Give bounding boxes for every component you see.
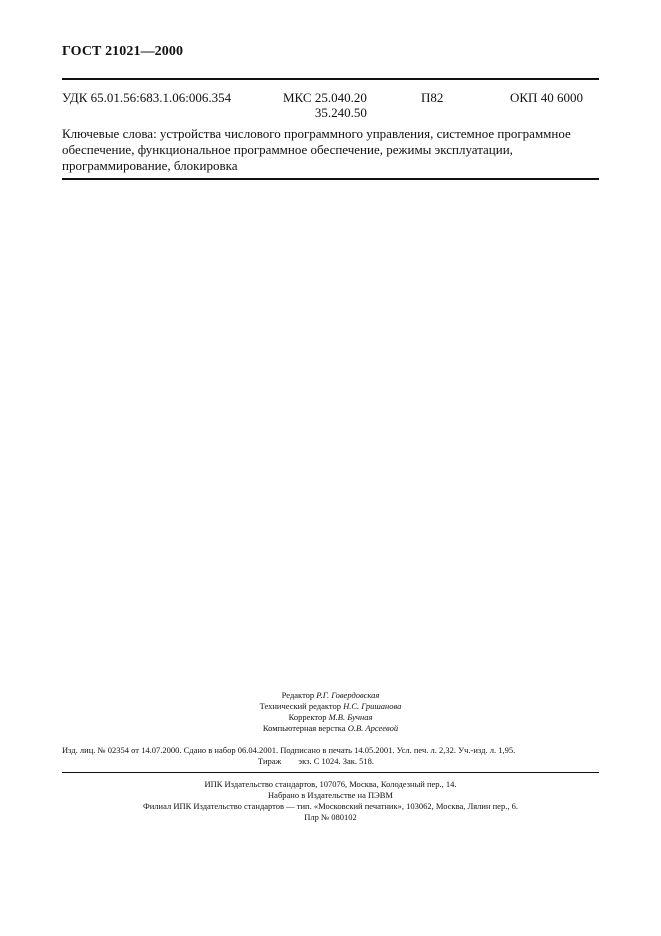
credit-role: Компьютерная верстка xyxy=(262,723,346,733)
credit-role: Редактор xyxy=(281,690,315,700)
imprint-line: ИПК Издательство стандартов, 107076, Москва, Колодезный пер., 14. xyxy=(204,779,457,789)
keywords-divider xyxy=(62,178,599,180)
credits-block xyxy=(0,690,661,734)
publication-line: Изд. лиц. № 02354 от 14.07.2000. Сдано в набор 06.04.2001. Подписано в печать 14.05.2001. Усл. печ. л. 2,32. Уч.-изд. л. 1,95. xyxy=(62,745,516,755)
credit-name: О.В. Арсеевой xyxy=(347,723,399,733)
mks-label: МКС xyxy=(283,90,312,105)
keywords-paragraph: Ключевые слова: устройства числового программного управления, системное программное обеспечение, функциональное программное обеспечение, режимы эксплуатации, программирование, блокировка xyxy=(62,126,571,173)
group-code: П82 xyxy=(421,90,444,105)
top-divider xyxy=(62,78,599,80)
okp-code: ОКП 40 6000 xyxy=(510,90,583,105)
mks-codes xyxy=(315,90,367,120)
credit-line xyxy=(0,712,661,723)
imprint-line: Филиал ИПК Издательство стандартов — тип. «Московский печатник», 103062, Москва, Лялин пер., 6. xyxy=(143,801,518,811)
credit-line xyxy=(0,690,661,701)
mks-code: 35.240.50 xyxy=(314,105,367,120)
imprint-line: Плр № 080102 xyxy=(304,812,357,822)
publication-info xyxy=(62,745,602,767)
imprint-divider xyxy=(62,772,599,773)
mks-block xyxy=(283,90,367,120)
printer-imprint xyxy=(0,779,661,823)
credit-name: Н.С. Гришанова xyxy=(343,701,402,711)
credit-role: Технический редактор xyxy=(259,701,341,711)
mks-code: 25.040.20 xyxy=(314,90,367,105)
udk-code: УДК 65.01.56:683.1.06:006.354 xyxy=(62,90,232,105)
publication-line: Тираж экз. С 1024. Зак. 518. xyxy=(258,756,375,766)
credit-role: Корректор xyxy=(288,712,327,722)
credit-line xyxy=(0,723,661,734)
imprint-line: Набрано в Издательстве на ПЭВМ xyxy=(268,790,393,800)
credit-name: Р.Г. Говердовская xyxy=(316,690,380,700)
credit-name: М.В. Бучная xyxy=(328,712,373,722)
credit-line xyxy=(0,701,661,712)
standard-number: ГОСТ 21021—2000 xyxy=(62,44,184,59)
